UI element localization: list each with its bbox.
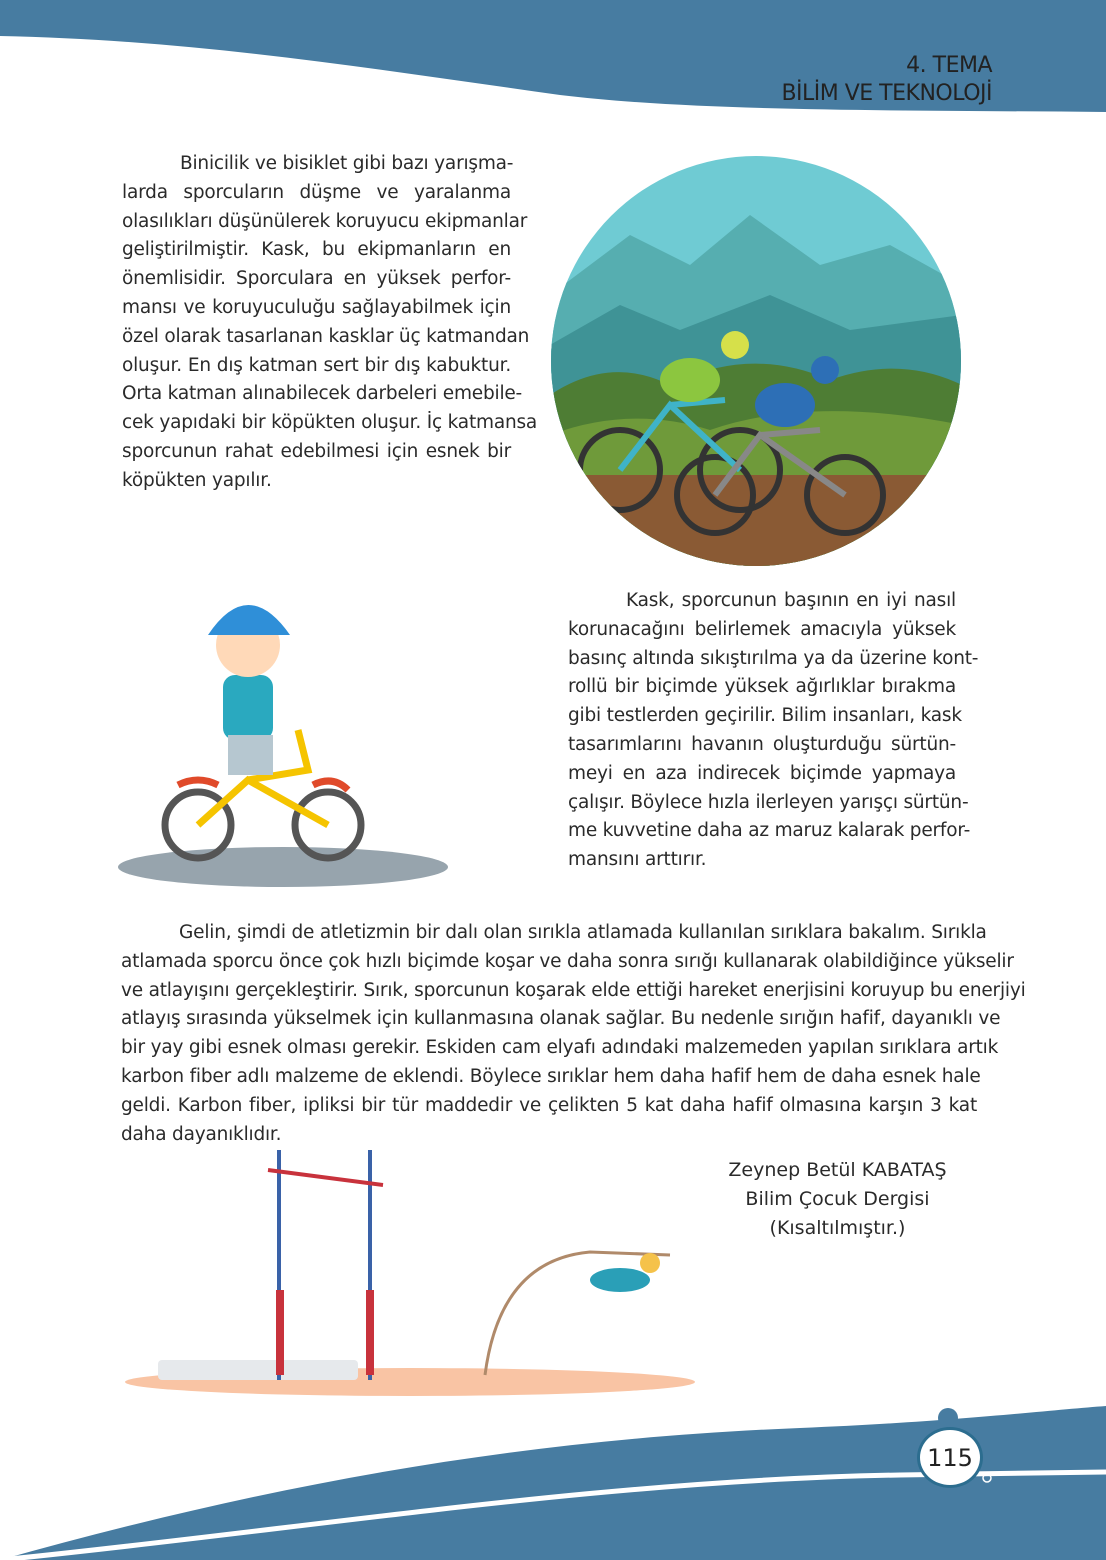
- text-line: olasılıkları düşünülerek koruyucu ekipmanlar: [122, 210, 528, 232]
- text-line: mansı ve koruyuculuğu sağlayabilmek için: [122, 296, 511, 318]
- text-line: Gelin, şimdi de atletizmin bir dalı olan sırıkla atlamada kullanılan sırıklara bakalım. Sırıkla: [179, 922, 987, 943]
- text-line: daha dayanıklıdır.: [121, 1123, 282, 1145]
- text-line: mansını arttırır.: [568, 849, 707, 871]
- text-line: çalışır. Böylece hızla ilerleyen yarışçı sürtün-: [568, 791, 969, 813]
- paragraph-helmet-intro: [122, 150, 538, 496]
- text-line: Kask, sporcunun başının en iyi nasıl: [626, 590, 956, 611]
- text-line: sporcunun rahat edebilmesi için esnek bir: [122, 440, 511, 462]
- text-line: gibi testlerden geçirilir. Bilim insanları, kask: [568, 705, 962, 727]
- text-line: Binicilik ve bisiklet gibi bazı yarışma-: [180, 153, 514, 174]
- text-line: önemlisidir. Sporculara en yüksek perfor-: [122, 268, 511, 290]
- text-line: basınç altında sıkıştırılma ya da üzerine kont-: [568, 647, 979, 669]
- theme-title: BİLİM VE TEKNOLOJİ: [781, 81, 992, 106]
- text-line: köpükten yapılır.: [122, 469, 272, 491]
- text-line: korunacağını belirlemek amacıyla yüksek: [568, 618, 956, 640]
- paragraph-helmet-tests: [568, 587, 979, 875]
- text-line: geldi. Karbon fiber, ipliksi bir tür maddedir ve çelikten 5 kat daha hafif olmasına karşın 3 kat: [121, 1094, 977, 1116]
- theme-heading: [781, 52, 992, 108]
- text-line: larda sporcuların düşme ve yaralanma: [122, 181, 511, 203]
- text-line: atlayış sırasında yükselmek için kullanmasına olanak sağlar. Bu nedenle sırığın hafif, dayanıklı ve: [121, 1008, 1001, 1030]
- text-line: ve atlayışını gerçekleştirir. Sırık, sporcunun koşarak elde ettiği hareket enerjisini koruyup bu enerjiyi: [121, 979, 1026, 1001]
- source-publication: Bilim Çocuk Dergisi: [745, 1188, 930, 1210]
- girl-bike-illustration: [118, 580, 453, 890]
- text-line: meyi en aza indirecek biçimde yapmaya: [568, 762, 956, 784]
- paragraph-pole-vault: [121, 919, 1026, 1149]
- text-line: bir yay gibi esnek olması gerekir. Eskiden cam elyafı adındaki malzemeden yapılan sırıklara artık: [121, 1037, 999, 1059]
- text-line: geliştirilmiştir. Kask, bu ekipmanların en: [122, 239, 511, 261]
- source-citation: [700, 1156, 975, 1243]
- text-line: özel olarak tasarlanan kasklar üç katmandan: [122, 325, 530, 347]
- text-line: atlamada sporcu önce çok hızlı biçimde koşar ve daha sonra sırığı kullanarak olabildiğince yükselir: [121, 950, 1014, 972]
- theme-number: 4. TEMA: [906, 53, 992, 78]
- text-line: tasarımlarını havanın oluşturduğu sürtün-: [568, 733, 956, 755]
- text-line: Orta katman alınabilecek darbeleri emebile-: [122, 383, 523, 405]
- text-line: oluşur. En dış katman sert bir dış kabuktur.: [122, 354, 511, 376]
- source-note: (Kısaltılmıştır.): [769, 1217, 906, 1239]
- text-line: me kuvvetine daha az maruz kalarak perfor-: [568, 820, 971, 842]
- text-line: rollü bir biçimde yüksek ağırlıklar bırakma: [568, 676, 956, 698]
- cyclists-illustration: [550, 155, 962, 567]
- page-number: 115: [917, 1427, 983, 1488]
- text-line: cek yapıdaki bir köpükten oluşur. İç katmansa: [122, 412, 538, 434]
- text-line: karbon fiber adlı malzeme de eklendi. Böylece sırıklar hem daha hafif hem de daha esnek hale: [121, 1065, 981, 1087]
- pole-vault-illustration: [120, 1140, 700, 1400]
- source-author: Zeynep Betül KABATAŞ: [728, 1159, 947, 1181]
